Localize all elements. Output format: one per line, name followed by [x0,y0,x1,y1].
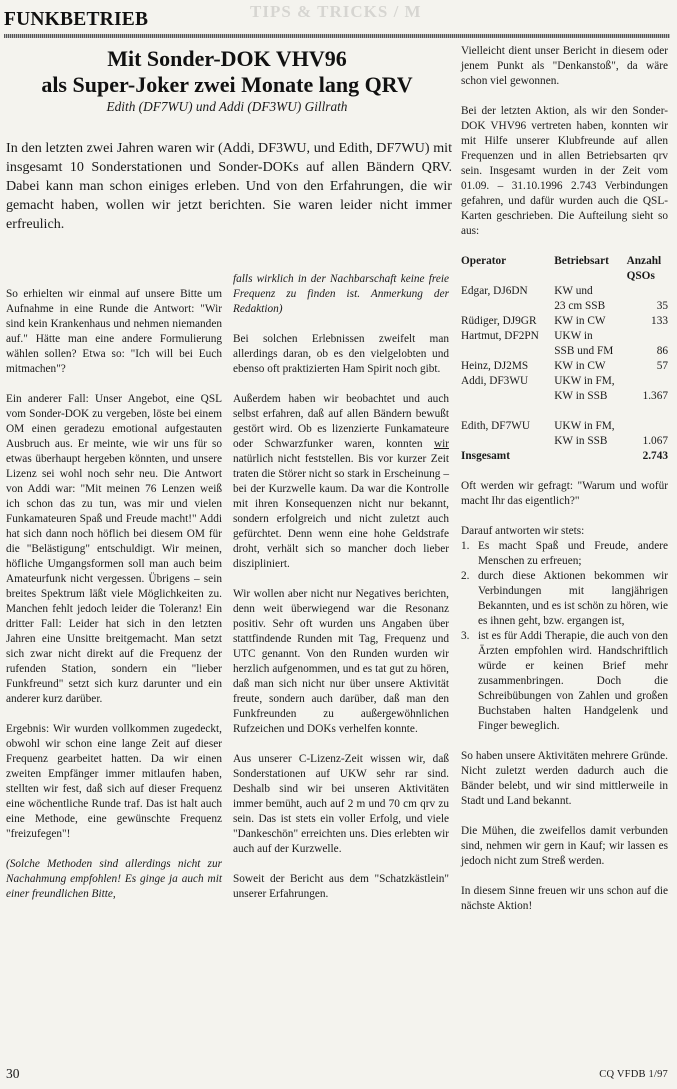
table-total-value: 2.743 [642,450,668,462]
paragraph: Vielleicht dient unser Bericht in diesem oder jenem Punkt als "Denkanstoß", da wäre schon viel gewonnen. [461,45,668,87]
table-cell-mode: SSB und FM [554,345,614,357]
article-authors: Edith (DF7WU) und Addi (DF3WU) Gillrath [106,99,348,114]
table-cell-count: 57 [656,360,668,372]
list-item [461,629,668,734]
list-item [461,539,668,569]
column-3 [461,44,668,914]
table-row [461,389,668,404]
paragraph: Oft werden wir gefragt: "Warum und wofür macht Ihr das eigentlich?" [461,480,668,507]
table-cell-count: 35 [656,300,668,312]
table-cell-operator [461,389,554,404]
table-cell-mode: KW in CW [554,360,606,372]
table-cell-mode [554,404,626,419]
paragraph: Wir wollen aber nicht nur Negatives berichten, denn weit überwiegend war die Resonanz positiv. Sehr oft wurden uns Angaben über stattfindende Runden mit Tag, Frequenz und UTC genannt. Von den Runden wurden wir herzlich aufgenommen, und es tat gut zu hören, daß man sich nicht nur über unsere Aktivität freute, sondern auch darüber, daß man den Funkfreunden zu außergewöhnlichen Rufzeichen und DOKs verhelfen konnte. [233,588,449,735]
table-cell-count [627,374,668,389]
section-tag: FUNKBETRIEB [4,9,149,30]
list-item-text: Es macht Spaß und Freude, andere Menschen zu erfreuen; [478,540,668,567]
header-rule [4,34,670,38]
table-cell-mode: KW und [554,285,593,297]
table-cell-operator: Hartmut, DF2PN [461,330,539,342]
magazine-issue: CQ VFDB 1/97 [599,1069,668,1080]
table-cell [554,449,626,464]
table-cell-count: 1.367 [642,390,668,402]
operator-table [461,254,668,464]
table-cell-mode: 23 cm SSB [554,300,606,312]
table-row [461,374,668,389]
table-cell-operator [461,404,554,419]
paragraph: Bei solchen Erlebnissen zweifelt man allerdings daran, ob es den vielgelobten und ebenso oft praktizierten Ham Spirit noch gibt. [233,333,449,375]
table-row [461,329,668,344]
table-cell-operator: Rüdiger, DJ9GR [461,315,537,327]
table-cell-mode: KW in CW [554,315,606,327]
list-item [461,569,668,629]
table-cell-mode: UKW in FM, [554,420,615,432]
table-cell-count [627,329,668,344]
page-header [0,3,677,39]
table-cell-count [627,404,668,419]
table-cell-count: 86 [656,345,668,357]
table-row [461,434,668,449]
paragraph [233,392,449,572]
list-item-text: ist es für Addi Therapie, die auch von den Ärzten empfohlen wird. Handschriftlich würde er keinen Brief mehr zusammenbringen. Doch die Schreibübungen von Zahlen und großen Buchstaben halten Handgelenk und Finger beweglich. [478,630,668,732]
editor-note-continued: falls wirklich in der Nachbarschaft keine freie Frequenz zu finden ist. Anmerkung der Redaktion) [233,273,449,315]
table-cell-count [627,419,668,434]
paragraph: Aus unserer C-Lizenz-Zeit wissen wir, daß Sonderstationen auf UKW sehr rar sind. Deshalb sind wir bei unseren Aktivitäten immer bemüht, auch auf 2 m und 70 cm qrv zu sein. Das ist stets ein voller Erfolg, und viele "Dankeschön" erreichten uns. Dies erlebten wir auch auf der Kurzwelle. [233,753,449,855]
list-item-number: 3. [461,630,470,642]
table-cell-operator: Addi, DF3WU [461,375,529,387]
underlined-word: wir [433,438,449,450]
table-row [461,284,668,299]
table-cell-mode: UKW in FM, [554,375,615,387]
paragraph: Bei der letzten Aktion, als wir den Sonder-DOK VHV96 vertreten haben, konnten wir mit Hilfe unserer Klubfreunde auf allen Frequenzen und in allen Betriebsarten qrv sein. Insgesamt wurden in der Zeit vom 01.09. – 31.10.1996 2.743 Verbindungen gefahren, und dafür wurden auch die QSL-Karten geschrieben. Die Aufteilung sieht so aus: [461,105,668,237]
paragraph: So erhielten wir einmal auf unsere Bitte um Aufnahme in eine Runde die Antwort: "Wir sind kein Krankenhaus und nehmen niemanden auf." Hätte man eine andere Formulierung wählen sollen? Etwa so: "Ich will bei Euch mitmachen"? [6,288,222,375]
table-header-count-line2: QSOs [626,270,655,282]
table-cell-count: 1.067 [642,435,668,447]
paragraph: In diesem Sinne freuen wir uns schon auf die nächste Aktion! [461,885,668,912]
reason-list [461,539,668,734]
table-cell-count [627,284,668,299]
table-row [461,314,668,329]
table-row [461,404,668,419]
paragraph: Ein anderer Fall: Unser Angebot, eine QSL vom Sonder-DOK zu vergeben, löste bei einem OM einen geradezu emotional aufgestauten Ausbruch aus. Er meinte, wie wir uns für so etwas überhaupt hergeben könnten, und unsere Lizenz sei wohl noch sehr neu. Die Antwort von Addi war: "Mit meinen 76 Lenzen weiß ich schon das zu tun, was mir und vielen Funkamateuren Spaß und Freude macht!" Addi hat sich dann noch höflich bei diesem OM für die "Belästigung" entschuldigt. Wir meinen, höfliche Umgangsformen soll man auch beim Amateurfunk nicht vergessen. Übrigens – sein breites Spektrum läßt viele Möglichkeiten zu. Manchen fehlt jedoch leider die Toleranz! Ein dritter Fall: Leider hat sich in den letzten Jahren eine Unsitte breitgemacht. Man setzt sich zwar nicht direkt auf die Frequenz der rufenden Station, sondern ein "lieber Funkfreund" setzt sich kurz darunter und ein anderer kurz darüber. [6,393,222,705]
table-cell-operator: Edith, DF7WU [461,420,531,432]
table-cell-operator: Edgar, DJ6DN [461,285,528,297]
table-row [461,299,668,314]
table-cell-mode: UKW in [554,330,593,342]
paragraph: Darauf antworten wir stets: [461,525,585,537]
editor-note: (Solche Methoden sind allerdings nicht zur Nachahmung empfohlen! Es ginge ja auch mit einer freundlichen Bitte, [6,858,222,900]
paragraph: So haben unsere Aktivitäten mehrere Gründe. Nicht zuletzt werden dadurch auch die Bänder belebt, und wir sind mittlerweile in Stadt und Land bekannt. [461,750,668,807]
list-item-text: durch diese Aktionen bekommen wir Verbindungen mit langjährigen Bekannten, und es ist schön zu hören, wie es ihnen geht, bzw. ergangen ist, [478,570,668,627]
page-number: 30 [6,1066,20,1081]
article-lead: In den letzten zwei Jahren waren wir (Addi, DF3WU, und Edith, DF7WU) mit insgesamt 10 Sonderstationen und Sonder-DOKs auf allen Bändern QRV. Dabei kann man schon einiges erleben. Und von den Erfahrungen, die wir gemacht haben, wollen wir jetzt berichten. Sie waren leider nicht immer erfreulich. [6,140,452,232]
table-header-count [627,254,668,284]
column-1 [6,287,222,902]
table-row [461,344,668,359]
table-row [461,419,668,434]
text-run: Außerdem haben wir beobachtet und auch selbst erfahren, daß auf allen Bändern bewußt gestört wird. Ob es lizenzierte Funkamateure oder Schwarzfunker waren, konnten [233,393,449,450]
table-cell-operator: Heinz, DJ2MS [461,360,529,372]
article-title-line1: Mit Sonder-DOK VHV96 [107,46,347,71]
table-header-mode: Betriebsart [554,255,609,267]
table-cell-operator [461,344,554,359]
table-cell-mode: KW in SSB [554,435,608,447]
list-item-number: 1. [461,540,470,552]
article-title-line2: als Super-Joker zwei Monate lang QRV [41,72,413,97]
table-cell-count: 133 [651,315,668,327]
table-header-count-line1: Anzahl [626,255,662,267]
table-total-label: Insgesamt [461,450,510,462]
paragraph: Soweit der Bericht aus dem "Schatzkästlein" unserer Erfahrungen. [233,873,449,900]
table-header-operator: Operator [461,255,507,267]
operator-table-body [461,284,668,449]
table-row [461,359,668,374]
show-through-heading: TIPS & TRICKS / M [250,2,422,21]
text-run: natürlich nicht feststellen. Bis vor kurzer Zeit traten die Störer nicht so stark in Erscheinung – bei der Kurzwelle kaum. Da war die Kontrolle mit ihren Konsequenzen nicht nur bekannt, sondern erfolgreich und nicht zuletzt auch gefürchtet. Denn wenn eine hohe Geldstrafe droht, verhält sich so mancher doch lieber diszipliniert. [233,453,449,570]
list-item-number: 2. [461,570,470,582]
paragraph: Ergebnis: Wir wurden vollkommen zugedeckt, obwohl wir schon eine lange Zeit auf dieser Frequenz gearbeitet hatten. Da wir einen zweiten Empfänger immer mitlaufen haben, stellten wir fest, daß sich auf dieser Frequenz eine wöchentliche Runde traf. Das ist halt auch eine Methode, eine gewünschte Frequenz "freizufegen"! [6,723,222,840]
column-2 [233,272,449,902]
paragraph: Die Mühen, die zweifellos damit verbunden sind, nehmen wir gern in Kauf; wir lassen es jedoch nicht zum Streß werden. [461,825,668,867]
table-cell-operator [461,434,554,449]
table-cell-mode: KW in SSB [554,390,608,402]
table-cell-operator [461,299,554,314]
